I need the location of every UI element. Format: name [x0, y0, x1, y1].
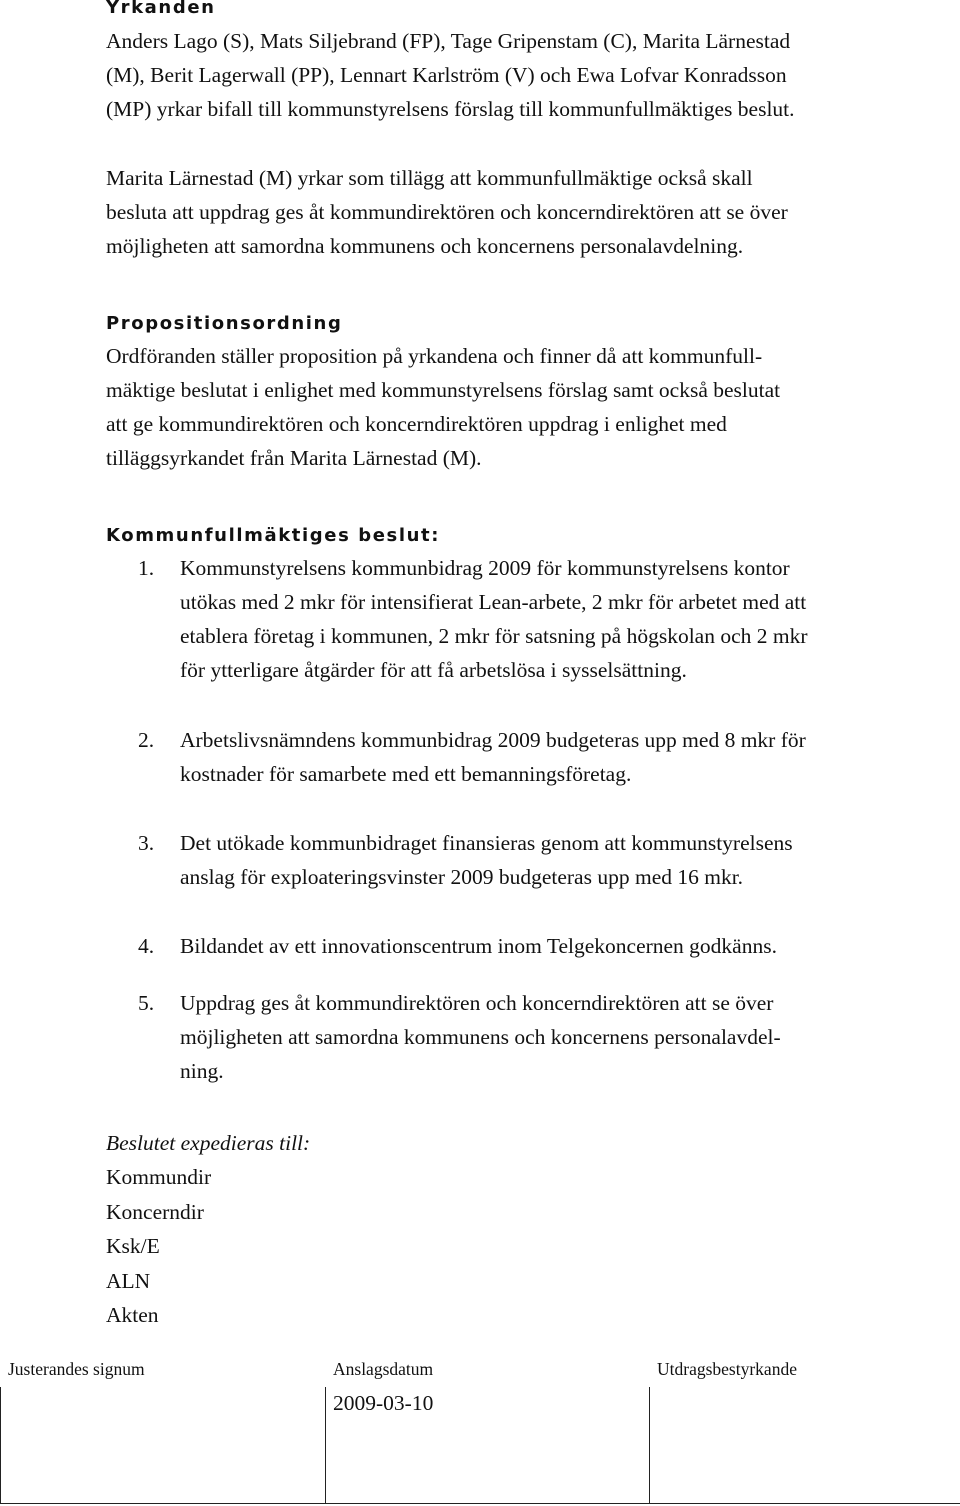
- section-heading-yrkanden: Yrkanden: [106, 0, 216, 18]
- text-line: etablera företag i kommunen, 2 mkr för satsning på högskolan och 2 mkr: [180, 624, 808, 648]
- text-line: Bildandet av ett innovationscentrum inom Telgekoncernen godkänns.: [180, 934, 777, 958]
- decision-item-number: 3.: [138, 831, 155, 855]
- text-line: Anders Lago (S), Mats Siljebrand (FP), Tage Gripenstam (C), Marita Lärnestad: [106, 29, 791, 53]
- decision-item-5: [180, 986, 920, 1088]
- text-line: möjligheten att samordna kommunens och koncernens personalavdelning.: [106, 234, 744, 258]
- paragraph-propositionsordning: [106, 339, 906, 475]
- footer-box-utdragsbestyrkande: [649, 1387, 960, 1504]
- section-heading-propositionsordning: Propositionsordning: [106, 313, 343, 334]
- text-line: besluta att uppdrag ges åt kommundirektören och koncerndirektören att se över: [106, 200, 788, 224]
- text-line: (MP) yrkar bifall till kommunstyrelsens förslag till kommunfullmäktiges beslut.: [106, 97, 795, 121]
- text-line: (M), Berit Lagerwall (PP), Lennart Karlström (V) och Ewa Lofvar Konradsson: [106, 63, 787, 87]
- text-line: Kommunstyrelsens kommunbidrag 2009 för kommunstyrelsens kontor: [180, 556, 790, 580]
- footer-label-anslagsdatum: Anslagsdatum: [333, 1359, 434, 1379]
- recipient: Kommundir: [106, 1165, 212, 1189]
- text-line: Uppdrag ges åt kommundirektören och koncerndirektören att se över: [180, 991, 774, 1015]
- decision-item-number: 5.: [138, 991, 155, 1015]
- text-line: Ordföranden ställer proposition på yrkandena och finner då att kommunfull-: [106, 344, 763, 368]
- decision-item-4: [180, 929, 920, 963]
- recipient: Ksk/E: [106, 1234, 160, 1258]
- text-line: för ytterligare åtgärder för att få arbetslösa i sysselsättning.: [180, 658, 687, 682]
- text-line: Marita Lärnestad (M) yrkar som tillägg att kommunfullmäktige också skall: [106, 166, 753, 190]
- text-line: att ge kommundirektören och koncerndirektören uppdrag i enlighet med: [106, 412, 727, 436]
- text-line: ning.: [180, 1059, 224, 1083]
- decision-item-1: [180, 551, 920, 687]
- text-line: tilläggsyrkandet från Marita Lärnestad (M).: [106, 446, 482, 470]
- footer-label-justerandes-signum: Justerandes signum: [8, 1359, 145, 1379]
- text-line: anslag för exploateringsvinster 2009 budgeteras upp med 16 mkr.: [180, 865, 744, 889]
- text-line: Det utökade kommunbidraget finansieras genom att kommunstyrelsens: [180, 831, 793, 855]
- decision-item-number: 2.: [138, 728, 155, 752]
- paragraph-yrkanden-tillagg: [106, 161, 906, 263]
- text-line: utökas med 2 mkr för intensifierat Lean-arbete, 2 mkr för arbetet med att: [180, 590, 807, 614]
- decision-item-number: 1.: [138, 556, 155, 580]
- decision-item-number: 4.: [138, 934, 155, 958]
- recipient: ALN: [106, 1268, 151, 1293]
- footer-box-signum: [0, 1387, 325, 1504]
- paragraph-yrkanden-bifall: [106, 24, 906, 126]
- section-heading-beslut: Kommunfullmäktiges beslut:: [106, 525, 441, 546]
- footer-date-value: 2009-03-10: [333, 1391, 434, 1415]
- text-line: mäktige beslutat i enlighet med kommunstyrelsens förslag samt också beslutat: [106, 378, 781, 402]
- text-line: möjligheten att samordna kommunens och koncernens personalavdel-: [180, 1025, 781, 1049]
- distribution-list: [106, 1160, 211, 1333]
- decision-item-2: [180, 723, 920, 791]
- text-line: kostnader för samarbete med ett bemanningsföretag.: [180, 762, 632, 786]
- footer-label-utdragsbestyrkande: Utdragsbestyrkande: [657, 1359, 797, 1379]
- distribution-title: Beslutet expedieras till:: [106, 1131, 311, 1155]
- decision-item-3: [180, 826, 920, 894]
- recipient: Akten: [106, 1303, 159, 1327]
- recipient: Koncerndir: [106, 1199, 204, 1224]
- text-line: Arbetslivsnämndens kommunbidrag 2009 budgeteras upp med 8 mkr för: [180, 728, 806, 752]
